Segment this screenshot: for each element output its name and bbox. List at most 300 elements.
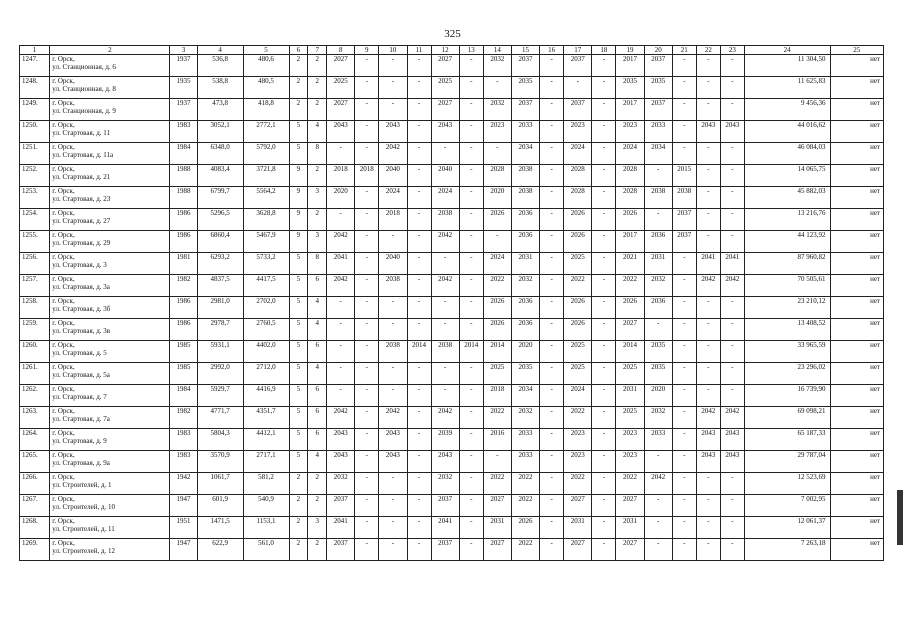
column-number-2: 2: [50, 46, 170, 55]
cell-c7: 6: [308, 429, 327, 451]
address-cell: [50, 407, 170, 429]
page-edge-mark: [897, 490, 903, 545]
cell-c8: 2043: [327, 451, 355, 473]
address-street: ул. Стартовая, д. 11: [52, 129, 111, 137]
cell-c6: 5: [289, 253, 308, 275]
cell-c14: 2022: [483, 407, 511, 429]
cell-c9: 2018: [355, 165, 379, 187]
table-row: [20, 165, 884, 187]
table-row: [20, 187, 884, 209]
row-number: 1248.: [20, 77, 50, 99]
column-number-6: 6: [289, 46, 308, 55]
address-cell: [50, 385, 170, 407]
cell-c9: -: [355, 385, 379, 407]
cell-c16: -: [540, 473, 564, 495]
cell-c17: 2037: [564, 55, 592, 77]
row-number: 1252.: [20, 165, 50, 187]
row-number: 1257.: [20, 275, 50, 297]
cell-c17: 2025: [564, 363, 592, 385]
cell-cost: 44 123,92: [744, 231, 830, 253]
cell-c11: -: [407, 187, 431, 209]
cell-c15: 2036: [511, 319, 539, 341]
table-row: [20, 253, 884, 275]
cell-c13: -: [459, 473, 483, 495]
cell-c17: 2027: [564, 539, 592, 561]
cell-c13: -: [459, 253, 483, 275]
cell-area-living: 418,8: [243, 99, 289, 121]
cell-c12: 2040: [431, 165, 459, 187]
cell-area-living: 4416,9: [243, 385, 289, 407]
address-city: г. Орск,: [52, 121, 75, 129]
cell-c11: -: [407, 253, 431, 275]
cell-cost: 14 065,75: [744, 165, 830, 187]
cell-c16: -: [540, 253, 564, 275]
cell-area-living: 5792,0: [243, 143, 289, 165]
register-body: [20, 46, 884, 561]
cell-c16: -: [540, 297, 564, 319]
cell-flag: нет: [830, 297, 884, 319]
cell-c13: -: [459, 275, 483, 297]
cell-c19: 2023: [616, 451, 644, 473]
cell-c6: 9: [289, 165, 308, 187]
cell-c7: 3: [308, 517, 327, 539]
cell-area-living: 5564,2: [243, 187, 289, 209]
cell-c22: -: [696, 297, 720, 319]
cell-c10: -: [379, 495, 407, 517]
cell-c9: -: [355, 473, 379, 495]
cell-area-living: 5467,9: [243, 231, 289, 253]
cell-c17: 2028: [564, 187, 592, 209]
address-city: г. Орск,: [52, 99, 75, 107]
cell-c14: 2018: [483, 385, 511, 407]
cell-cost: 87 960,82: [744, 253, 830, 275]
column-number-12: 12: [431, 46, 459, 55]
cell-c22: 2043: [696, 121, 720, 143]
cell-c14: 2031: [483, 517, 511, 539]
cell-c12: 2032: [431, 473, 459, 495]
cell-c7: 8: [308, 143, 327, 165]
cell-c7: 6: [308, 407, 327, 429]
cell-c15: 2026: [511, 517, 539, 539]
column-number-3: 3: [170, 46, 197, 55]
cell-c9: -: [355, 77, 379, 99]
address-city: г. Орск,: [52, 55, 75, 63]
cell-c22: -: [696, 319, 720, 341]
cell-c6: 5: [289, 363, 308, 385]
address-street: ул. Станционная, д. 9: [52, 107, 116, 115]
cell-year: 1942: [170, 473, 197, 495]
cell-c20: 2033: [644, 429, 672, 451]
cell-c23: 2042: [720, 275, 744, 297]
cell-c10: -: [379, 363, 407, 385]
cell-c22: -: [696, 363, 720, 385]
cell-c21: -: [672, 495, 696, 517]
cell-c15: 2036: [511, 297, 539, 319]
cell-c19: 2027: [616, 539, 644, 561]
cell-flag: нет: [830, 121, 884, 143]
cell-c23: -: [720, 473, 744, 495]
cell-c11: -: [407, 209, 431, 231]
cell-c23: 2043: [720, 121, 744, 143]
cell-c11: -: [407, 275, 431, 297]
cell-c6: 9: [289, 209, 308, 231]
address-cell: [50, 209, 170, 231]
cell-c22: 2043: [696, 429, 720, 451]
column-number-14: 14: [483, 46, 511, 55]
cell-c18: -: [592, 429, 616, 451]
cell-c20: -: [644, 209, 672, 231]
cell-c9: -: [355, 209, 379, 231]
cell-c19: 2025: [616, 407, 644, 429]
address-cell: [50, 253, 170, 275]
cell-c16: -: [540, 319, 564, 341]
cell-c23: -: [720, 517, 744, 539]
cell-c21: 2015: [672, 165, 696, 187]
cell-c13: -: [459, 77, 483, 99]
table-row: [20, 319, 884, 341]
cell-c10: 2018: [379, 209, 407, 231]
cell-area-total: 3052,1: [197, 121, 243, 143]
cell-area-living: 1153,1: [243, 517, 289, 539]
cell-c15: 2035: [511, 363, 539, 385]
cell-c20: 2042: [644, 473, 672, 495]
cell-area-total: 6799,7: [197, 187, 243, 209]
cell-area-total: 6293,2: [197, 253, 243, 275]
cell-c14: 2022: [483, 473, 511, 495]
cell-area-total: 622,9: [197, 539, 243, 561]
address-cell: [50, 121, 170, 143]
cell-c12: 2043: [431, 121, 459, 143]
cell-c21: 2037: [672, 231, 696, 253]
column-number-18: 18: [592, 46, 616, 55]
cell-c23: -: [720, 187, 744, 209]
cell-c9: -: [355, 539, 379, 561]
cell-c12: 2041: [431, 517, 459, 539]
cell-c8: 2037: [327, 495, 355, 517]
cell-c9: -: [355, 275, 379, 297]
address-street: ул. Строителей, д. 1: [52, 481, 112, 489]
cell-c19: 2014: [616, 341, 644, 363]
cell-c6: 5: [289, 319, 308, 341]
address-cell: [50, 495, 170, 517]
cell-c9: -: [355, 143, 379, 165]
cell-c12: -: [431, 363, 459, 385]
row-number: 1249.: [20, 99, 50, 121]
cell-c8: -: [327, 319, 355, 341]
cell-c22: 2043: [696, 451, 720, 473]
cell-c6: 2: [289, 495, 308, 517]
cell-c7: 4: [308, 319, 327, 341]
cell-c16: -: [540, 429, 564, 451]
cell-c15: 2033: [511, 451, 539, 473]
cell-year: 1982: [170, 275, 197, 297]
address-city: г. Орск,: [52, 297, 75, 305]
cell-c15: 2032: [511, 407, 539, 429]
cell-c23: -: [720, 495, 744, 517]
cell-c9: -: [355, 363, 379, 385]
cell-area-total: 6860,4: [197, 231, 243, 253]
cell-c22: 2042: [696, 407, 720, 429]
cell-c16: -: [540, 539, 564, 561]
cell-c23: 2043: [720, 429, 744, 451]
cell-c11: -: [407, 143, 431, 165]
row-number: 1269.: [20, 539, 50, 561]
cell-cost: 11 625,83: [744, 77, 830, 99]
cell-flag: нет: [830, 209, 884, 231]
cell-c15: 2033: [511, 429, 539, 451]
cell-cost: 70 505,61: [744, 275, 830, 297]
cell-area-total: 2978,7: [197, 319, 243, 341]
cell-cost: 12 523,69: [744, 473, 830, 495]
cell-c13: -: [459, 297, 483, 319]
cell-c15: 2036: [511, 209, 539, 231]
cell-c20: -: [644, 165, 672, 187]
cell-c8: -: [327, 143, 355, 165]
cell-c14: 2022: [483, 275, 511, 297]
cell-cost: 69 098,21: [744, 407, 830, 429]
cell-area-total: 5929,7: [197, 385, 243, 407]
cell-area-living: 480,5: [243, 77, 289, 99]
cell-cost: 9 456,36: [744, 99, 830, 121]
cell-c14: 2028: [483, 165, 511, 187]
address-cell: [50, 231, 170, 253]
cell-c17: 2022: [564, 275, 592, 297]
address-street: ул. Станционная, д. 6: [52, 63, 116, 71]
cell-c19: 2035: [616, 77, 644, 99]
cell-c12: 2027: [431, 55, 459, 77]
cell-c16: -: [540, 495, 564, 517]
column-number-13: 13: [459, 46, 483, 55]
cell-year: 1947: [170, 495, 197, 517]
cell-area-living: 3628,8: [243, 209, 289, 231]
cell-c16: -: [540, 165, 564, 187]
cell-c18: -: [592, 143, 616, 165]
column-number-19: 19: [616, 46, 644, 55]
cell-year: 1984: [170, 143, 197, 165]
cell-c18: -: [592, 187, 616, 209]
cell-c6: 9: [289, 187, 308, 209]
cell-year: 1985: [170, 341, 197, 363]
address-cell: [50, 297, 170, 319]
cell-c17: -: [564, 77, 592, 99]
cell-c14: 2027: [483, 539, 511, 561]
address-city: г. Орск,: [52, 363, 75, 371]
cell-c19: 2017: [616, 99, 644, 121]
cell-c16: -: [540, 341, 564, 363]
cell-c13: 2014: [459, 341, 483, 363]
cell-c17: 2026: [564, 209, 592, 231]
cell-c17: 2023: [564, 451, 592, 473]
cell-c18: -: [592, 363, 616, 385]
cell-c17: 2025: [564, 341, 592, 363]
cell-c19: 2027: [616, 319, 644, 341]
address-street: ул. Строителей, д. 12: [52, 547, 116, 555]
address-cell: [50, 451, 170, 473]
cell-c22: -: [696, 165, 720, 187]
cell-c10: -: [379, 473, 407, 495]
table-row: [20, 275, 884, 297]
cell-flag: нет: [830, 363, 884, 385]
cell-c15: 2036: [511, 231, 539, 253]
column-number-10: 10: [379, 46, 407, 55]
cell-c6: 2: [289, 77, 308, 99]
cell-c6: 5: [289, 385, 308, 407]
cell-c8: 2043: [327, 121, 355, 143]
cell-c8: 2018: [327, 165, 355, 187]
cell-c9: -: [355, 341, 379, 363]
cell-area-total: 1061,7: [197, 473, 243, 495]
cell-c17: 2026: [564, 231, 592, 253]
cell-c18: -: [592, 165, 616, 187]
cell-area-living: 3721,8: [243, 165, 289, 187]
cell-flag: нет: [830, 231, 884, 253]
cell-year: 1986: [170, 231, 197, 253]
cell-c16: -: [540, 99, 564, 121]
cell-c14: 2032: [483, 99, 511, 121]
cell-c22: -: [696, 77, 720, 99]
row-number: 1259.: [20, 319, 50, 341]
cell-c21: -: [672, 385, 696, 407]
cell-c7: 3: [308, 231, 327, 253]
cell-year: 1985: [170, 363, 197, 385]
cell-flag: нет: [830, 407, 884, 429]
cell-flag: нет: [830, 539, 884, 561]
cell-c6: 5: [289, 429, 308, 451]
cell-c11: -: [407, 451, 431, 473]
cell-c19: 2025: [616, 363, 644, 385]
cell-flag: нет: [830, 473, 884, 495]
cell-year: 1986: [170, 297, 197, 319]
cell-area-total: 601,9: [197, 495, 243, 517]
table-row: [20, 297, 884, 319]
cell-c7: 3: [308, 187, 327, 209]
column-number-4: 4: [197, 46, 243, 55]
cell-c8: 2042: [327, 231, 355, 253]
cell-c22: 2042: [696, 275, 720, 297]
row-number: 1255.: [20, 231, 50, 253]
cell-c21: -: [672, 253, 696, 275]
row-number: 1261.: [20, 363, 50, 385]
cell-c16: -: [540, 517, 564, 539]
address-street: ул. Строителей, д. 11: [52, 525, 115, 533]
column-number-7: 7: [308, 46, 327, 55]
cell-flag: нет: [830, 253, 884, 275]
address-street: ул. Стартовая, д. 5: [52, 349, 107, 357]
cell-c10: -: [379, 297, 407, 319]
table-row: [20, 429, 884, 451]
cell-c20: 2032: [644, 275, 672, 297]
address-city: г. Орск,: [52, 231, 75, 239]
cell-c19: 2028: [616, 165, 644, 187]
address-city: г. Орск,: [52, 517, 75, 525]
table-row: [20, 209, 884, 231]
cell-c7: 6: [308, 275, 327, 297]
table-row: [20, 407, 884, 429]
cell-year: 1937: [170, 55, 197, 77]
cell-c7: 4: [308, 451, 327, 473]
cell-c12: 2038: [431, 209, 459, 231]
cell-area-living: 2717,1: [243, 451, 289, 473]
cell-c21: -: [672, 275, 696, 297]
cell-c19: 2023: [616, 121, 644, 143]
cell-c23: -: [720, 297, 744, 319]
cell-c14: 2014: [483, 341, 511, 363]
cell-c23: -: [720, 99, 744, 121]
table-row: [20, 539, 884, 561]
cell-c21: -: [672, 77, 696, 99]
cell-c16: -: [540, 275, 564, 297]
cell-c13: -: [459, 231, 483, 253]
cell-c14: 2020: [483, 187, 511, 209]
cell-c8: -: [327, 209, 355, 231]
cell-c16: -: [540, 143, 564, 165]
cell-c9: -: [355, 319, 379, 341]
cell-c13: -: [459, 385, 483, 407]
cell-c19: 2023: [616, 429, 644, 451]
cell-c11: 2014: [407, 341, 431, 363]
cell-cost: 23 296,02: [744, 363, 830, 385]
cell-c15: 2038: [511, 165, 539, 187]
table-row: [20, 473, 884, 495]
cell-c10: -: [379, 99, 407, 121]
cell-c14: 2016: [483, 429, 511, 451]
cell-c22: -: [696, 231, 720, 253]
cell-c20: 2035: [644, 341, 672, 363]
address-street: ул. Стартовая, д. 9а: [52, 459, 110, 467]
cell-c20: -: [644, 495, 672, 517]
cell-c7: 4: [308, 297, 327, 319]
cell-c18: -: [592, 407, 616, 429]
cell-c15: 2022: [511, 473, 539, 495]
cell-c18: -: [592, 99, 616, 121]
cell-c8: 2041: [327, 517, 355, 539]
address-city: г. Орск,: [52, 187, 75, 195]
row-number: 1266.: [20, 473, 50, 495]
address-street: ул. Станционная, д. 8: [52, 85, 116, 93]
column-number-5: 5: [243, 46, 289, 55]
cell-c18: -: [592, 495, 616, 517]
cell-c9: -: [355, 253, 379, 275]
cell-c8: 2037: [327, 539, 355, 561]
cell-year: 1983: [170, 429, 197, 451]
cell-c23: 2042: [720, 407, 744, 429]
cell-c23: -: [720, 319, 744, 341]
cell-cost: 29 787,04: [744, 451, 830, 473]
cell-area-total: 2981,0: [197, 297, 243, 319]
cell-c13: -: [459, 539, 483, 561]
cell-c21: 2037: [672, 209, 696, 231]
cell-area-living: 2702,0: [243, 297, 289, 319]
cell-c7: 2: [308, 209, 327, 231]
cell-c9: -: [355, 517, 379, 539]
cell-c17: 2026: [564, 297, 592, 319]
address-street: ул. Стартовая, д. 3б: [52, 305, 111, 313]
address-city: г. Орск,: [52, 473, 75, 481]
cell-c20: 2020: [644, 385, 672, 407]
cell-cost: 13 216,76: [744, 209, 830, 231]
cell-c22: -: [696, 209, 720, 231]
cell-c6: 2: [289, 517, 308, 539]
row-number: 1253.: [20, 187, 50, 209]
cell-area-living: 4402,0: [243, 341, 289, 363]
cell-c10: -: [379, 319, 407, 341]
cell-c23: -: [720, 341, 744, 363]
cell-cost: 7 002,95: [744, 495, 830, 517]
cell-c6: 5: [289, 143, 308, 165]
cell-area-total: 4083,4: [197, 165, 243, 187]
cell-c13: -: [459, 429, 483, 451]
cell-c20: 2035: [644, 363, 672, 385]
